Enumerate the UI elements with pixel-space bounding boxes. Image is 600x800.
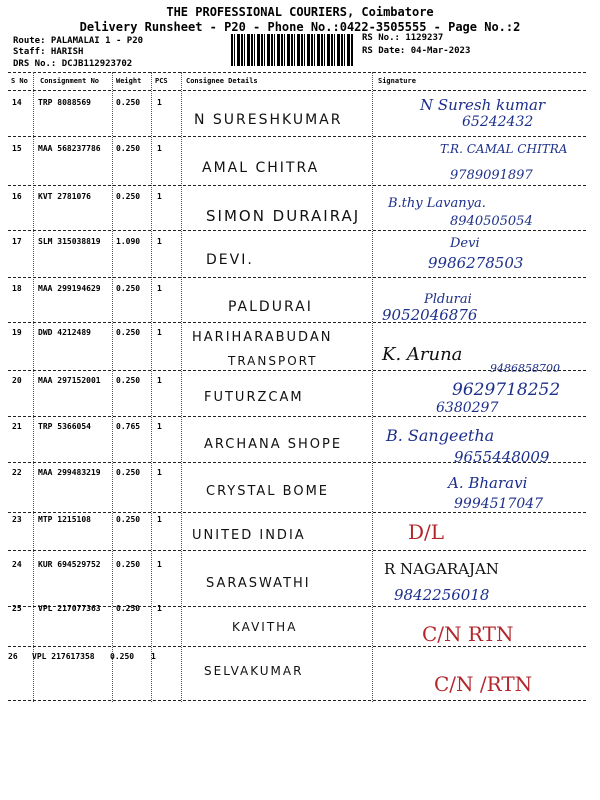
row-weight: 0.250: [116, 560, 141, 569]
col-signature: Signature: [378, 77, 416, 85]
row-signature: C/N /RTN: [434, 672, 533, 696]
row-consignment: KUR 694529752: [38, 560, 101, 569]
row-divider: [8, 322, 586, 323]
row-pcs: 1: [157, 284, 162, 293]
row-consignment: DWD 4212489: [38, 328, 91, 337]
col-divider: [181, 72, 182, 702]
row-consignee-name: PALDURAI: [228, 299, 313, 315]
row-signature-phone: 65242432: [462, 114, 534, 130]
row-signature: D/L: [408, 520, 445, 544]
row-consignment: TRP 5366054: [38, 422, 91, 431]
col-consignment: Consignment No: [40, 77, 100, 85]
row-consignee-name: SIMON DURAIRAJ: [206, 207, 361, 225]
row-divider: [8, 277, 586, 278]
col-divider: [372, 72, 373, 702]
row-sno: 25: [12, 604, 22, 613]
row-weight: 0.250: [116, 468, 141, 477]
row-pcs: 1: [157, 515, 162, 524]
row-signature: C/N RTN: [422, 622, 514, 646]
row-signature: 9629718252: [452, 380, 561, 400]
row-consignment: VPL 217077363: [38, 604, 101, 613]
row-consignee-name: SELVAKUMAR: [204, 664, 304, 678]
row-weight: 0.250: [116, 376, 141, 385]
row-consignment: SLM 315038819: [38, 237, 101, 246]
row-consignee-name: ARCHANA SHOPE: [204, 437, 343, 452]
row-divider: [8, 136, 586, 137]
row-weight: 0.250: [110, 652, 135, 661]
row-divider: [8, 462, 586, 463]
row-consignee-name-line2: TRANSPORT: [228, 354, 318, 368]
row-signature-phone: 9486858700: [490, 362, 560, 375]
row-consignment: VPL 217617358: [32, 652, 95, 661]
row-consignment: MTP 1215108: [38, 515, 91, 524]
row-divider: [8, 370, 586, 371]
row-weight: 0.250: [116, 604, 141, 613]
row-signature-phone: 9655448009: [454, 448, 550, 466]
col-weight: Weight: [116, 77, 142, 85]
row-sno: 21: [12, 422, 22, 431]
row-consignee-name: DEVI.: [206, 252, 254, 268]
runsheet-title: THE PROFESSIONAL COURIERS, Coimbatore: [166, 5, 434, 19]
row-sno: 15: [12, 144, 22, 153]
row-signature-phone: 9842256018: [394, 586, 490, 604]
row-pcs: 1: [157, 468, 162, 477]
row-weight: 0.250: [116, 144, 141, 153]
row-sno: 16: [12, 192, 22, 201]
header-bottom-rule: [8, 90, 586, 91]
row-weight: 0.765: [116, 422, 141, 431]
row-signature: K. Aruna: [382, 344, 463, 365]
rs-number: RS No.: 1129237: [362, 33, 444, 43]
row-signature-phone: 9789091897: [450, 168, 533, 183]
row-pcs: 1: [157, 376, 162, 385]
row-consignee-name: HARIHARABUDAN: [192, 330, 333, 345]
row-signature: Pldurai: [424, 292, 472, 307]
row-signature-phone: 8940505054: [450, 214, 533, 229]
row-sno: 17: [12, 237, 22, 246]
route-label: Route: PALAMALAI 1 - P20: [13, 36, 144, 46]
row-weight: 0.250: [116, 98, 141, 107]
row-pcs: 1: [157, 604, 162, 613]
row-signature: T.R. CAMAL CHITRA: [440, 142, 568, 156]
row-divider: [8, 512, 586, 513]
row-sno: 23: [12, 515, 22, 524]
rs-date: RS Date: 04-Mar-2023: [362, 46, 471, 56]
row-weight: 0.250: [116, 192, 141, 201]
row-signature: A. Bharavi: [448, 474, 528, 492]
row-consignee-name: N SURESHKUMAR: [194, 112, 343, 128]
col-divider: [33, 72, 34, 702]
drs-label: DRS No.: DCJB112923702: [13, 59, 133, 69]
row-consignee-name: SARASWATHI: [206, 576, 311, 591]
row-consignee-name: FUTURZCAM: [204, 390, 304, 405]
row-sno: 24: [12, 560, 22, 569]
row-sno: 26: [8, 652, 18, 661]
col-divider: [112, 72, 113, 702]
row-signature: R NAGARAJAN: [384, 560, 499, 578]
row-consignee-name: CRYSTAL BOME: [206, 484, 330, 499]
row-signature-phone: 9052046876: [382, 306, 478, 324]
row-signature-phone: 9994517047: [454, 496, 544, 512]
row-divider: [8, 700, 586, 701]
row-sno: 20: [12, 376, 22, 385]
row-weight: 1.090: [116, 237, 141, 246]
row-signature-phone: 9986278503: [428, 254, 524, 272]
row-pcs: 1: [157, 237, 162, 246]
row-consignment: TRP 8088569: [38, 98, 91, 107]
row-sno: 19: [12, 328, 22, 337]
barcode: [231, 34, 353, 66]
row-consignment: MAA 297152001: [38, 376, 101, 385]
row-pcs: 1: [157, 328, 162, 337]
row-weight: 0.250: [116, 515, 141, 524]
row-signature: Devi: [450, 236, 480, 251]
header-top-rule: [8, 72, 586, 73]
row-divider: [8, 646, 586, 647]
staff-label: Staff: HARISH: [13, 47, 84, 57]
row-consignment: MAA 299483219: [38, 468, 101, 477]
row-weight: 0.250: [116, 284, 141, 293]
row-signature-phone: 6380297: [436, 400, 499, 416]
row-signature: N Suresh kumar: [420, 96, 546, 114]
row-consignment: KVT 2781076: [38, 192, 91, 201]
row-consignee-name: KAVITHA: [232, 620, 298, 634]
row-signature: B.thy Lavanya.: [388, 196, 486, 211]
row-pcs: 1: [157, 98, 162, 107]
col-pcs: PCS: [155, 77, 168, 85]
row-divider: [8, 416, 586, 417]
col-consignee-details: Consignee Details: [186, 77, 258, 85]
row-divider: [8, 185, 586, 186]
row-pcs: 1: [157, 144, 162, 153]
row-signature: B. Sangeetha: [386, 426, 495, 445]
col-divider: [151, 72, 152, 702]
row-consignee-name: AMAL CHITRA: [202, 160, 320, 176]
row-consignee-name: UNITED INDIA: [192, 528, 306, 543]
row-pcs: 1: [157, 422, 162, 431]
row-pcs: 1: [151, 652, 156, 661]
row-divider: [8, 550, 586, 551]
row-sno: 18: [12, 284, 22, 293]
row-pcs: 1: [157, 192, 162, 201]
row-divider: [8, 230, 586, 231]
row-sno: 22: [12, 468, 22, 477]
row-weight: 0.250: [116, 328, 141, 337]
runsheet-subtitle: Delivery Runsheet - P20 - Phone No.:0422-3505555 - Page No.:2: [79, 20, 521, 34]
row-consignment: MAA 299194629: [38, 284, 101, 293]
row-pcs: 1: [157, 560, 162, 569]
col-sno: S No: [11, 77, 28, 85]
row-sno: 14: [12, 98, 22, 107]
row-consignment: MAA 568237786: [38, 144, 101, 153]
